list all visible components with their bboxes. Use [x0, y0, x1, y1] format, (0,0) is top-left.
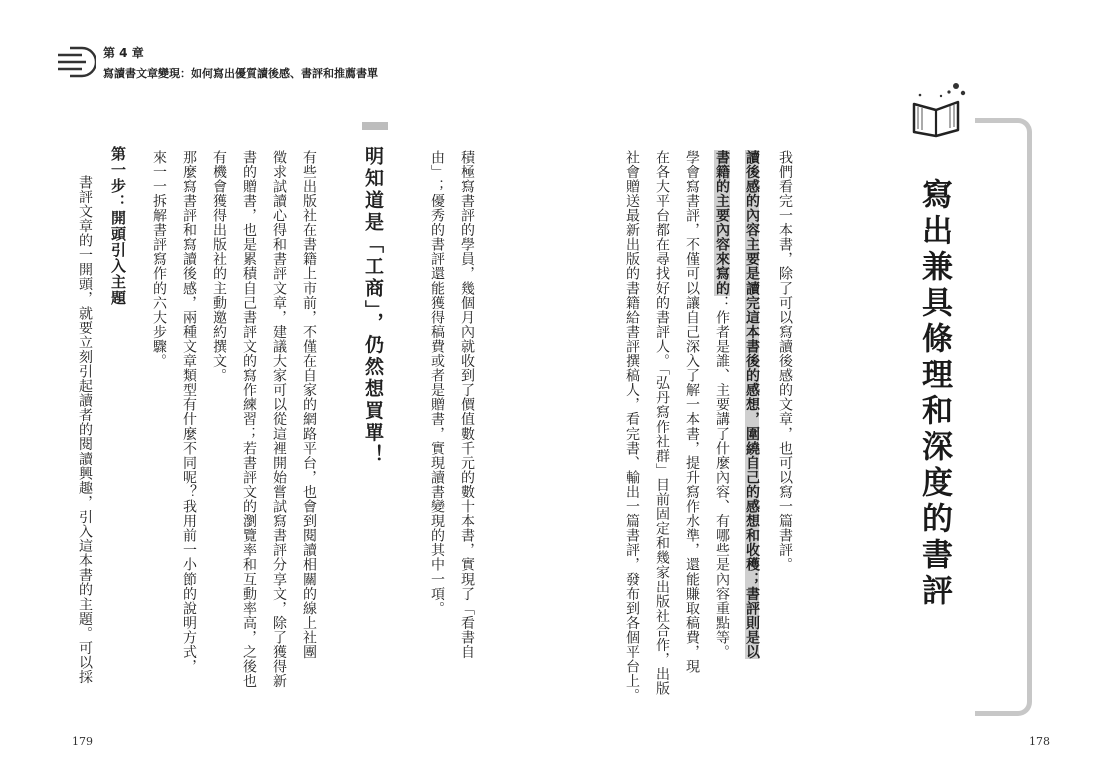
paragraph-line: 我們看完一本書，除了可以寫讀後感的文章，也可以寫一篇書評。 — [777, 150, 793, 572]
page-number-left: 179 — [72, 735, 93, 748]
chapter-subtitle: 寫讀書文章變現：如何寫出優質讀後感、書評和推薦書單 — [103, 67, 378, 80]
paragraph-line: 學會寫書評，不僅可以讓自己深入了解一本書，提升寫作水準，還能賺取稿費，現 — [684, 150, 700, 674]
paragraph-line: 有些出版社在書籍上市前，不僅在自家的網路平台，也會到閱讀相關的線上社團 — [301, 150, 317, 660]
chapter-menu-icon — [56, 46, 96, 78]
paragraph-text: ：作者是誰、主要講了什麼內容、有哪些是內容重點等。 — [714, 295, 730, 660]
highlighted-line: 讀後感的內容主要是讀完這本書後的感想，圍繞自己的感想和收穫；書評則是以 — [744, 150, 760, 660]
heading-frame — [975, 118, 1032, 716]
paragraph-line: 那麼寫書評和寫讀後感，兩種文章類型有什麼不同呢？我用前一小節的說明方式， — [181, 150, 197, 674]
section-heading: 寫出兼具條理和深度的書評 — [916, 178, 952, 610]
paragraph-line: 有機會獲得出版社的主動邀約撰文。 — [211, 150, 227, 383]
subheading-bar — [362, 122, 388, 130]
paragraph-line — [715, 150, 729, 659]
paragraph-line: 社會贈送最新出版的書籍給書評撰稿人，看完書、輸出一篇書評，發布到各個平台上。 — [624, 150, 640, 703]
step-heading: 第一步：開頭引入主題 — [109, 146, 127, 306]
paragraph-line: 在各大平台都在尋找好的書評人。「弘丹寫作社群」目前固定和幾家出版社合作，出版 — [654, 150, 670, 696]
paragraph-line: 來一一拆解書評寫作的六大步驟。 — [151, 150, 167, 369]
chapter-label: 第 4 章 — [103, 46, 144, 60]
paragraph-line: 積極寫書評的學員，幾個月內就收到了價值數千元的數十本書，實現了「看書自 — [459, 150, 475, 660]
paragraph-line: 徵求試讀心得和書評文章，建議大家可以從這裡開始嘗試寫書評分享文，除了獲得新 — [271, 150, 287, 689]
paragraph-line: 由」；優秀的書評還能獲得稿費或者是贈書，實現讀書變現的其中一項。 — [429, 150, 445, 616]
open-book-icon — [906, 80, 968, 138]
subheading: 明知道是「工商」，仍然想買單！ — [362, 146, 384, 467]
paragraph-line: 書的贈書，也是累積自己書評文的寫作練習；若書評文的瀏覽率和互動率高，之後也 — [241, 150, 257, 689]
page-number-right: 178 — [1029, 735, 1050, 748]
highlighted-text: 書籍的主要內容來寫的 — [714, 150, 730, 296]
paragraph-line: 書評文章的一開頭，就要立刻引起讀者的閱讀興趣，引入這本書的主題。可以採 — [77, 175, 93, 685]
